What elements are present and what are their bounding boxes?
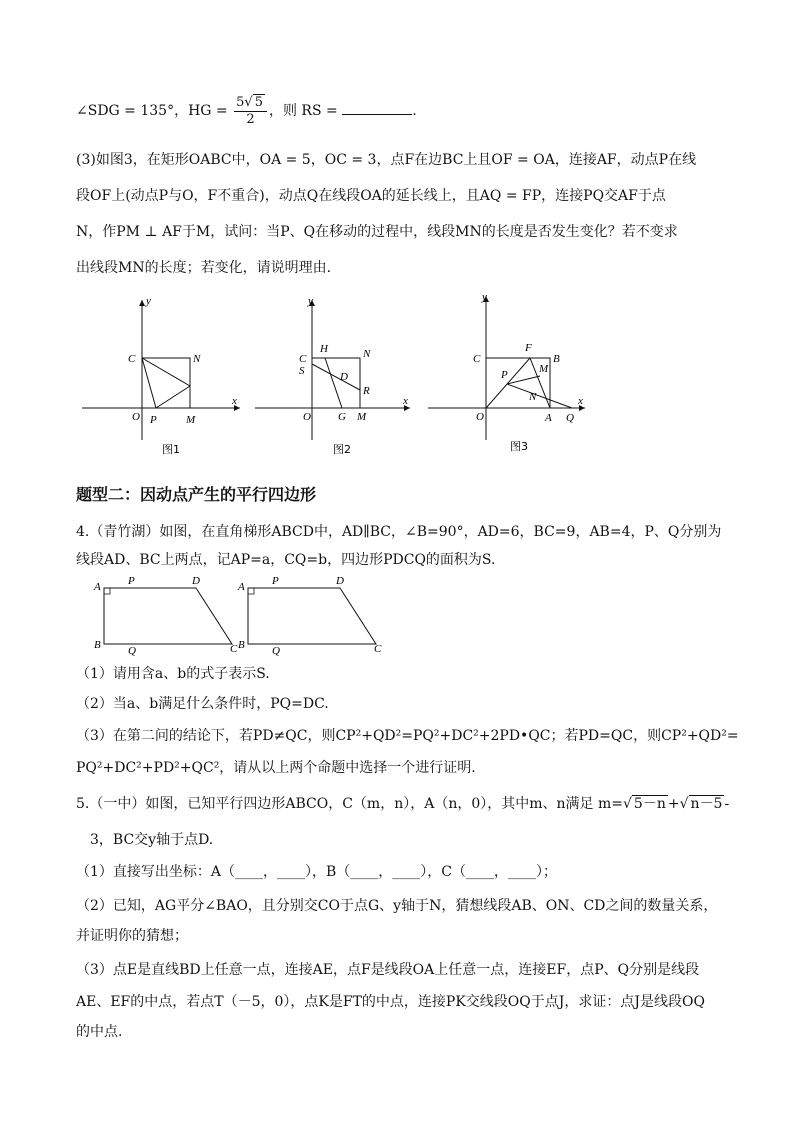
q3-part3-line4: 出线段MN的长度；若变化，请说明理由.	[76, 260, 332, 276]
figures-1-3	[70, 290, 600, 460]
fig3-f-label: F	[525, 342, 532, 354]
fig1-c-label: C	[128, 353, 136, 365]
q4-line2: 线段AD、BC上两点，记AP=a，CQ=b，四边形PDCQ的面积为S.	[76, 552, 496, 568]
fig1-m-label: M	[186, 414, 196, 426]
fig1-c-to-side	[142, 358, 190, 386]
fig2-c-label: C	[299, 353, 307, 365]
q4-trap1-b: B	[94, 639, 101, 651]
q5-radical-1: √ 5－n	[623, 796, 666, 812]
fig3-x-label: x	[578, 395, 583, 407]
fig3-a-label: A	[545, 412, 552, 424]
fig2-d-label: D	[340, 371, 348, 383]
q5-radical-2: √ n－5	[679, 796, 723, 812]
fig1-o-label: O	[132, 411, 140, 423]
fig2-rectangle	[312, 358, 360, 408]
frac-coef: 5	[236, 95, 245, 110]
q5-radicand-2: n－5	[690, 796, 723, 812]
fig2-x-label: x	[403, 395, 408, 407]
fig2-hg	[325, 358, 342, 408]
q5-line1-text: 5.（一中）如图，已知平行四边形ABCO，C（m，n），A（n，0），其中m、n满足 m=	[76, 796, 623, 812]
fig1-y-arrow	[139, 300, 145, 306]
q4-line1: 4.（青竹湖）如图，在直角梯形ABCD中，AD∥BC，∠B=90°，AD=6，BC=9，AB=4，P、Q分别为	[76, 524, 722, 540]
fig3-pq	[507, 384, 572, 408]
q3-part3-line1: (3)如图3，在矩形OABC中，OA = 5，OC = 3，点F在边BC上且OF = OA，连接AF，动点P在线	[76, 152, 697, 168]
fig1-n-label: N	[193, 353, 201, 365]
fig2-r-label: R	[363, 385, 370, 397]
fig1-p-label: P	[150, 414, 157, 426]
q4-trapezoid-2	[237, 575, 382, 657]
q4-trap2-p: P	[272, 575, 279, 587]
q5-sub3-line1: （3）点E是直线BD上任意一点，连接AE，点F是线段OA上任意一点，连接EF，点P、Q分别是线段	[76, 962, 700, 978]
fig1-x-label: x	[232, 395, 237, 407]
fig3-n-label: N	[529, 391, 537, 403]
frac-denominator: 2	[246, 112, 255, 127]
fig3-pm	[507, 376, 540, 384]
q4-trapezoid-1	[93, 575, 238, 657]
fig3-o-label: O	[476, 411, 484, 423]
fig3-p-label: P	[501, 369, 508, 381]
rs-answer-blank[interactable]	[342, 100, 412, 115]
figure-2	[255, 295, 410, 456]
q4-trap2-c: C	[374, 643, 382, 655]
figure-1	[82, 295, 240, 456]
q4-trap1-outline	[104, 588, 232, 644]
q5-sub2-line1: （2）已知，AG平分∠BAO，且分别交CO于点G、y轴于N，猜想线段AB、ON、CD之间的数量关系，	[76, 898, 718, 914]
q3-part3-line2: 段OF上(动点P与O，F不重合)，动点Q在线段OA的延长线上，且AQ = FP，连接PQ交AF于点	[76, 188, 666, 204]
fig2-m-label: M	[357, 411, 367, 423]
fig2-h-label: H	[320, 343, 328, 355]
q4-trap2-outline	[248, 588, 376, 644]
q4-sub3-line1: （3）在第二问的结论下，若PD≠QC，则CP²+QD²=PQ²+DC²+2PD•QC；若PD=QC，则CP²+QD²=	[76, 728, 739, 744]
fig1-y-label: y	[146, 295, 151, 307]
q3-answer-line: ∠SDG = 135°，HG = $\frac{5√ 5}{2}$ ，则 RS = .	[76, 95, 417, 127]
fig2-o-label: O	[303, 411, 311, 423]
q4-sub1: （1）请用含a、b的式子表示S.	[76, 666, 270, 682]
fig2-sr	[312, 364, 360, 390]
fig3-c-label: C	[473, 353, 481, 365]
q5-sub1: （1）直接写出坐标：A（____，____），B（____，____），C（____，____）；	[76, 864, 558, 880]
q4-trap2-right-angle	[248, 588, 254, 594]
fig3-m-label: M	[539, 363, 549, 375]
q4-trap1-a: A	[94, 581, 101, 593]
fig1-caption: 图1	[162, 443, 180, 456]
q4-sub3-line2: PQ²+DC²+PD²+QC²，请从以上两个命题中选择一个进行证明.	[76, 760, 476, 776]
fig2-caption: 图2	[333, 443, 351, 456]
q5-line2: 3，BC交y轴于点D.	[90, 832, 214, 848]
q5-plus: +	[667, 796, 680, 812]
q4-trap2-a: A	[238, 581, 245, 593]
q4-trap1-d: D	[192, 575, 200, 587]
hg-fraction: $\frac{5√ 5}{2}$	[234, 94, 267, 128]
q4-trap2-b: B	[238, 639, 245, 651]
q5-sub3-line2: AE、EF的中点，若点T（－5，0），点K是FT的中点，连接PK交线段OQ于点J，求证：点J是线段OQ	[76, 994, 705, 1010]
q4-trap1-right-angle	[104, 588, 110, 594]
q4-trap2-q: Q	[272, 645, 280, 657]
fig3-q-label: Q	[566, 412, 574, 424]
q4-trap1-c: C	[230, 643, 238, 655]
q3-answer-prefix: ∠SDG = 135°，HG =	[76, 103, 233, 119]
q5-minus: -	[724, 796, 730, 812]
fig2-g-label: G	[338, 411, 346, 423]
q5-sub3-line3: 的中点.	[76, 1024, 123, 1040]
q4-figures	[88, 574, 408, 658]
fig3-of	[486, 358, 530, 408]
q4-trap1-p: P	[128, 575, 135, 587]
q4-sub2: （2）当a、b满足什么条件时，PQ=DC.	[76, 696, 329, 712]
fig2-y-label: y	[308, 295, 313, 307]
q5-radicand-1: 5－n	[633, 796, 666, 812]
q5-line1	[76, 794, 729, 814]
q4-trap2-d: D	[336, 575, 344, 587]
q5-sub2-line2: 并证明你的猜想；	[76, 928, 188, 944]
fig2-n-label: N	[363, 348, 371, 360]
section-2-title: 题型二：因动点产生的平行四边形	[76, 485, 317, 504]
q3-answer-suffix: ，则 RS =	[268, 103, 343, 119]
fig1-p-to-side	[156, 386, 190, 408]
fig2-s-label: S	[299, 365, 305, 377]
q4-trap1-q: Q	[128, 645, 136, 657]
fig3-b-label: B	[553, 353, 560, 365]
fig3-caption: 图3	[510, 440, 528, 453]
q3-part3-line3: N，作PM ⊥ AF于M，试问：当P、Q在移动的过程中，线段MN的长度是否发生变化？若不变求	[76, 224, 678, 240]
fig3-y-label: y	[482, 291, 487, 303]
figure-3	[428, 291, 585, 453]
frac-radicand: 5	[254, 95, 263, 110]
